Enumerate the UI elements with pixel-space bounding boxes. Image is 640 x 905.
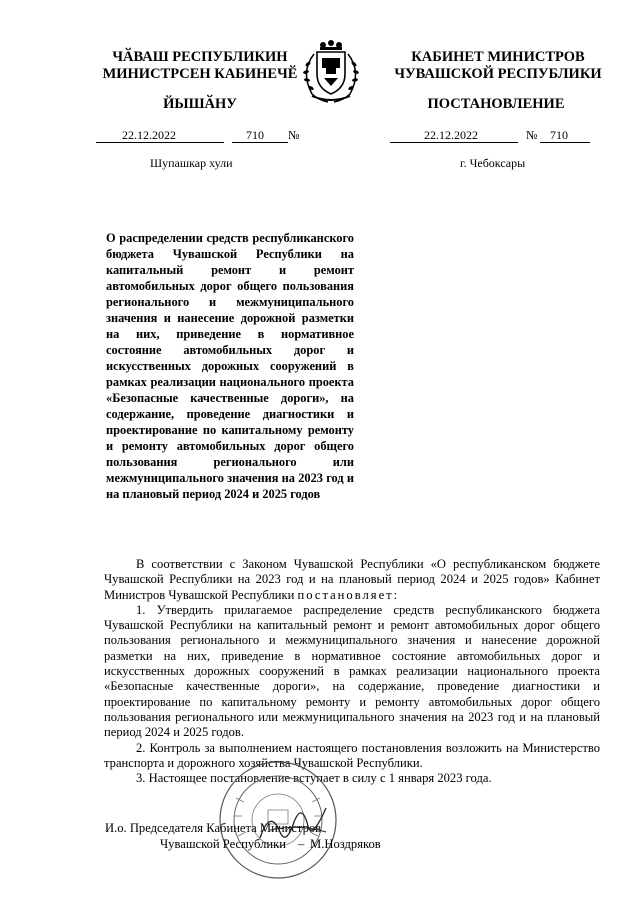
handwritten-signature bbox=[250, 800, 340, 850]
left-date: 22.12.2022 bbox=[122, 128, 176, 142]
signature-name: М.Ноздряков bbox=[310, 837, 381, 851]
right-org-line2: ЧУВАШСКОЙ РЕСПУБЛИКИ bbox=[394, 66, 602, 82]
coat-of-arms-emblem bbox=[292, 38, 370, 104]
preamble-text: В соответствии с Законом Чувашской Республики «О республиканском бюджете Чувашской Республики на 2023 год и на плановый период 2024 и 2025 годов» Кабинет Министров Чувашской Республики bbox=[104, 557, 600, 602]
right-city: г. Чебоксары bbox=[460, 156, 526, 170]
left-number: 710 bbox=[246, 128, 264, 142]
left-doc-type: ЙЫШӐНУ bbox=[163, 96, 237, 112]
document-subject: О распределении средств республиканского бюджета Чувашской Республики на капитальный ремонт и ремонт автомобильных дорог общего пользования регионального и межмуниципального значения и нанесение дорожной разметки на них, приведение в нормативное состояние автомобильных дорог и искусственных дорожных сооружений в рамках реализации национального проекта «Безопасные качественные дороги», на содержание, проведение диагностики и проектирование по капитальному ремонту и ремонту автомобильных дорог общего пользования регионального или межмуниципального значения на 2023 год и на плановый период 2024 и 2025 годов bbox=[106, 231, 354, 501]
right-org-line1: КАБИНЕТ МИНИСТРОВ bbox=[411, 49, 585, 65]
preamble-paragraph bbox=[104, 557, 600, 603]
item-1: 1. Утвердить прилагаемое распределение средств республиканского бюджета Чувашской Республики на капитальный ремонт и ремонт автомобильных дорог общего пользования регионального и межмуниципального значения и нанесение дорожной разметки на них, приведение в нормативное состояние автомобильных дорог и искусственных дорожных сооружений в рамках реализации национального проекта «Безопасные качественные дороги», на содержание, проведение диагностики и проектирование по капитальному ремонту и ремонту автомобильных дорог общего пользования регионального или межмуниципального значения на 2023 год и на плановый период 2024 и 2025 годов. bbox=[104, 602, 600, 740]
left-number-sign: № bbox=[288, 128, 300, 142]
item-3: 3. Настоящее постановление вступает в силу с 1 января 2023 года. bbox=[136, 771, 492, 786]
signature-title-line2: Чувашской Республики bbox=[160, 837, 286, 851]
left-org-line1: ЧӐВАШ РЕСПУБЛИКИН bbox=[112, 49, 288, 65]
left-city: Шупашкар хули bbox=[150, 156, 233, 170]
document-body bbox=[104, 557, 600, 786]
left-date-number-line bbox=[96, 128, 304, 144]
right-doc-type: ПОСТАНОВЛЕНИЕ bbox=[427, 96, 565, 112]
item-2: 2. Контроль за выполнением настоящего постановления возложить на Министерство транспорта и дорожного хозяйства Чувашской Республики. bbox=[104, 740, 600, 770]
right-number-sign: № bbox=[526, 128, 538, 142]
left-org-line2: МИНИСТРСЕН КАБИНЕЧӖ bbox=[102, 66, 298, 82]
signature-dash: – bbox=[298, 837, 305, 851]
resolves-text: постановляет: bbox=[297, 587, 400, 602]
right-date-number-line bbox=[390, 128, 590, 144]
right-org-name bbox=[388, 49, 608, 83]
left-org-name bbox=[90, 49, 310, 83]
signature-title-line1: И.о. Председателя Кабинета Министров bbox=[105, 821, 322, 835]
right-date: 22.12.2022 bbox=[424, 128, 478, 142]
right-number: 710 bbox=[550, 128, 568, 142]
